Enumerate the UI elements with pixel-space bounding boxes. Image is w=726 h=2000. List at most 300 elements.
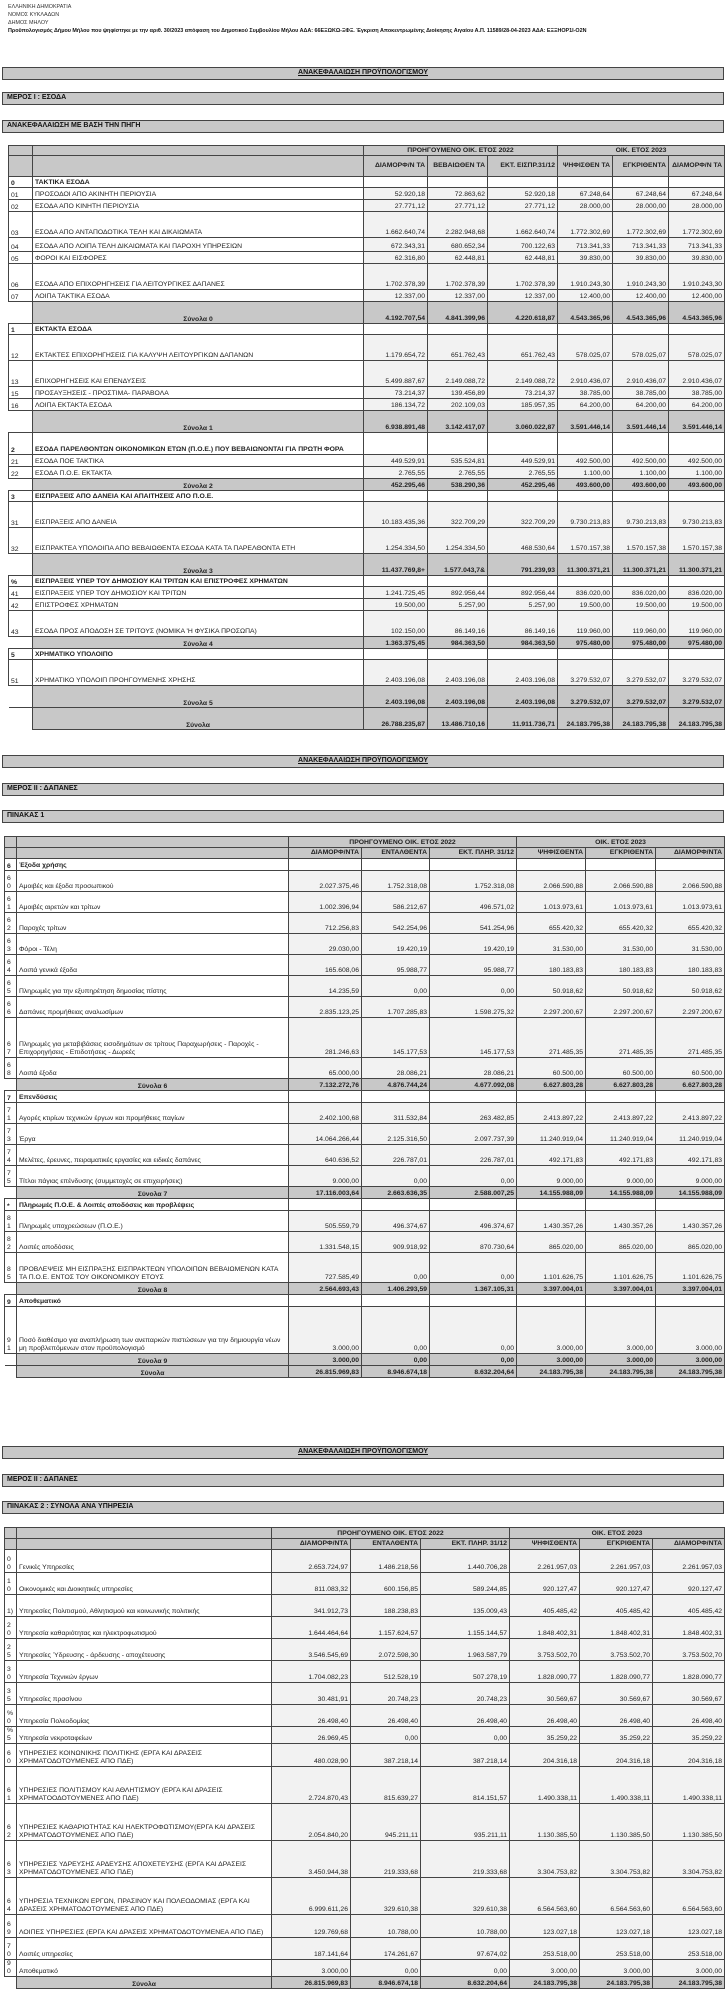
total-value: 3.000,00 bbox=[517, 1354, 586, 1366]
section-header-row bbox=[5, 859, 725, 871]
row-value: 10.788,00 bbox=[351, 1915, 421, 1938]
table-row bbox=[5, 1103, 725, 1124]
row-value: 2.403.196,08 bbox=[364, 660, 428, 686]
row-value: 9.000,00 bbox=[586, 1166, 656, 1187]
row-value: 219.333,68 bbox=[351, 1841, 421, 1878]
total-blank bbox=[5, 1283, 17, 1295]
row-value: 1.702.378,39 bbox=[488, 264, 558, 290]
total-value: 26.815.969,83 bbox=[272, 1977, 351, 1989]
empty-cell bbox=[586, 859, 656, 871]
total-value: 1.406.293,59 bbox=[362, 1283, 430, 1295]
table-row bbox=[5, 1617, 725, 1639]
row-value: 507.278,19 bbox=[421, 1661, 510, 1683]
header-blank-code bbox=[5, 1528, 17, 1539]
row-value: 139.456,89 bbox=[428, 387, 488, 399]
row-code: 10 bbox=[5, 1573, 17, 1595]
column-header: ΨΗΦΙΣΘΕΝ ΤΑ bbox=[558, 156, 613, 177]
total-value: 791.239,93 bbox=[488, 554, 558, 576]
empty-cell bbox=[586, 1295, 656, 1307]
column-header: ΕΚΤ. ΕΙΣΠΡ.31/12 bbox=[488, 156, 558, 177]
row-value: 3.304.753,82 bbox=[653, 1841, 725, 1878]
column-header: ΨΗΦΙΣΘΕΝΤΑ bbox=[510, 1539, 580, 1550]
row-value: 1.490.338,11 bbox=[653, 1767, 725, 1804]
row-value: 3.753.502,70 bbox=[653, 1639, 725, 1661]
row-value: 14.064.266,44 bbox=[289, 1124, 362, 1145]
row-value: 73.214,37 bbox=[488, 387, 558, 399]
section-header-row bbox=[9, 649, 725, 660]
row-value: 492.171,83 bbox=[586, 1145, 656, 1166]
row-value: 1.910.243,30 bbox=[669, 264, 725, 290]
group-header-2022: ΠΡΟΗΓΟΥΜΕΝΟ ΟΙΚ. ΕΤΟΣ 2022 bbox=[364, 146, 558, 156]
row-value: 95.988,77 bbox=[430, 955, 517, 976]
row-value: 680.652,34 bbox=[428, 238, 488, 252]
row-value: 3.000,00 bbox=[289, 1307, 362, 1354]
total-row bbox=[9, 302, 725, 324]
row-value: 2.765,55 bbox=[488, 467, 558, 479]
total-value: 3.000,00 bbox=[586, 1354, 656, 1366]
row-value: 35.259,22 bbox=[653, 1727, 725, 1744]
revenue-table bbox=[8, 145, 725, 730]
column-header: ΕΓΚΡΙΘΕΝΤΑ bbox=[586, 848, 656, 859]
row-value: 11.240.919,04 bbox=[517, 1124, 586, 1145]
total-value: 493.600,00 bbox=[669, 479, 725, 491]
row-value: 449.529,91 bbox=[364, 455, 428, 467]
empty-cell bbox=[669, 491, 725, 502]
row-value: 123.027,18 bbox=[653, 1915, 725, 1938]
empty-cell bbox=[289, 1199, 362, 1211]
empty-cell bbox=[428, 177, 488, 188]
row-value: 38.785,00 bbox=[613, 387, 669, 399]
table-row bbox=[5, 1804, 725, 1841]
row-value: 2.027.375,46 bbox=[289, 871, 362, 892]
row-value: 492.500,00 bbox=[669, 455, 725, 467]
row-code: 82 bbox=[5, 1232, 17, 1253]
row-value: 145.177,53 bbox=[430, 1018, 517, 1058]
row-label: Υπηρεσία Τεχνικών έργων bbox=[17, 1661, 272, 1683]
row-value: 35.259,22 bbox=[510, 1727, 580, 1744]
empty-cell bbox=[488, 491, 558, 502]
summary-title-1: ΑΝΑΚΕΦΑΛΑΙΩΣΗ ΠΡΟΫΠΟΛΟΓΙΣΜΟΥ bbox=[2, 67, 724, 80]
empty-cell bbox=[656, 859, 725, 871]
row-value: 2.149.088,72 bbox=[428, 361, 488, 387]
row-value: 60.500,00 bbox=[586, 1058, 656, 1079]
table2-title: ΠΙΝΑΚΑΣ 2 : ΣΥΝΟΛΑ ΑΝΑ ΥΠΗΡΕΣΙΑ bbox=[2, 1501, 724, 1514]
row-value: 67.248,64 bbox=[669, 188, 725, 200]
row-value: 865.020,00 bbox=[586, 1232, 656, 1253]
row-value: 263.482,85 bbox=[430, 1103, 517, 1124]
row-value: 713.341,33 bbox=[558, 238, 613, 252]
table-row bbox=[5, 913, 725, 934]
empty-cell bbox=[488, 576, 558, 587]
empty-cell bbox=[558, 649, 613, 660]
row-value: 1.002.396,94 bbox=[289, 892, 362, 913]
row-label: Αποθεματικό bbox=[17, 1960, 272, 1977]
empty-cell bbox=[558, 177, 613, 188]
row-label: ΛΟΙΠΕΣ ΥΠΗΡΕΣΙΕΣ (ΕΡΓΑ ΚΑΙ ΔΡΑΣΕΙΣ ΧΡΗΜΑΤΟΔΟΤΟΥΜΕΝΕΑ ΑΠΟ ΠΔΕ) bbox=[17, 1915, 272, 1938]
row-code: 60 bbox=[5, 871, 17, 892]
row-value: 14.235,59 bbox=[289, 976, 362, 997]
section-code: 9 bbox=[5, 1295, 17, 1307]
row-value: 271.485,35 bbox=[656, 1018, 725, 1058]
row-value: 2.403.196,08 bbox=[488, 660, 558, 686]
row-value: 0,00 bbox=[421, 1727, 510, 1744]
row-value: 19.500,00 bbox=[364, 599, 428, 611]
row-value: 322.709,29 bbox=[488, 502, 558, 528]
row-value: 2.297.200,67 bbox=[586, 997, 656, 1018]
row-value: 651.762,43 bbox=[488, 335, 558, 361]
row-value: 19.500,00 bbox=[558, 599, 613, 611]
empty-cell bbox=[586, 1091, 656, 1103]
row-value: 1.848.402,31 bbox=[653, 1617, 725, 1639]
row-value: 1.910.243,30 bbox=[558, 264, 613, 290]
row-code: %0 bbox=[5, 1705, 17, 1727]
row-value: 62.316,80 bbox=[364, 252, 428, 264]
row-value: 188.238,83 bbox=[351, 1595, 421, 1617]
row-value: 3.000,00 bbox=[272, 1960, 351, 1977]
section-title: ΕΣΟΔΑ ΠΑΡΕΛΘΟΝΤΩΝ ΟΙΚΟΝΟΜΙΚΩΝ ΕΤΩΝ (Π.Ο.Ε.) ΠΟΥ ΒΕΒΑΙΩΝΟΝΤΑΙ ΓΙΑ ΠΡΩΤΗ ΦΟΡΑ bbox=[33, 433, 364, 455]
table-column-header bbox=[5, 1539, 725, 1550]
row-value: 95.988,77 bbox=[362, 955, 430, 976]
table-row bbox=[5, 1211, 725, 1232]
row-value: 3.000,00 bbox=[510, 1960, 580, 1977]
row-value: 2.910.436,07 bbox=[669, 361, 725, 387]
column-header: ΔΙΑΜΟΡΦ/ΝΤΑ bbox=[289, 848, 362, 859]
row-value: 29.030,00 bbox=[289, 934, 362, 955]
header-prefecture: ΝΟΜΟΣ ΚΥΚΛΑΔΩΝ bbox=[8, 12, 60, 18]
row-value: 97.674,02 bbox=[421, 1938, 510, 1960]
row-value: 512.528,19 bbox=[351, 1661, 421, 1683]
row-value: 2.125.316,50 bbox=[362, 1124, 430, 1145]
row-value: 1.828.090,77 bbox=[510, 1661, 580, 1683]
row-value: 52.920,18 bbox=[364, 188, 428, 200]
row-code: 90 bbox=[5, 1960, 17, 1977]
row-code: 51 bbox=[9, 660, 33, 686]
row-value: 11.240.919,04 bbox=[656, 1124, 725, 1145]
row-value: 1.130.385,50 bbox=[510, 1804, 580, 1841]
row-value: 2.413.897,22 bbox=[586, 1103, 656, 1124]
row-value: 3.000,00 bbox=[586, 1307, 656, 1354]
total-value: 1.367.105,31 bbox=[430, 1283, 517, 1295]
section-header-row bbox=[5, 1295, 725, 1307]
table-row bbox=[5, 1683, 725, 1705]
row-value: 0,00 bbox=[362, 1166, 430, 1187]
row-value: 2.910.436,07 bbox=[613, 361, 669, 387]
row-value: 712.256,83 bbox=[289, 913, 362, 934]
row-value: 1.910.243,30 bbox=[613, 264, 669, 290]
row-label: Υπηρεσία νεκροταφείων bbox=[17, 1727, 272, 1744]
empty-cell bbox=[428, 491, 488, 502]
row-value: 253.518,00 bbox=[580, 1938, 653, 1960]
total-label: Σύνολα 8 bbox=[17, 1283, 289, 1295]
row-value: 20.748,23 bbox=[351, 1683, 421, 1705]
row-value: 1.254.334,50 bbox=[428, 528, 488, 554]
row-value: 50.918,62 bbox=[517, 976, 586, 997]
section-header-row bbox=[9, 491, 725, 502]
row-value: 2.653.724,97 bbox=[272, 1550, 351, 1573]
empty-cell bbox=[517, 1091, 586, 1103]
total-value: 3.279.532,07 bbox=[669, 686, 725, 708]
table-row bbox=[5, 1878, 725, 1915]
row-value: 2.724.870,43 bbox=[272, 1767, 351, 1804]
row-label: ΕΙΣΠΡΑΞΕΙΣ ΥΠΕΡ ΤΟΥ ΔΗΜΟΣΙΟΥ ΚΑΙ ΤΡΙΤΩΝ bbox=[33, 587, 364, 599]
row-value: 1.570.157,38 bbox=[558, 528, 613, 554]
row-label: Φόροι - Τέλη bbox=[17, 934, 289, 955]
row-value: 204.316,18 bbox=[510, 1744, 580, 1767]
table-row bbox=[5, 1639, 725, 1661]
row-value: 480.028,90 bbox=[272, 1744, 351, 1767]
row-value: 3.304.753,82 bbox=[510, 1841, 580, 1878]
row-value: 6.999.611,26 bbox=[272, 1878, 351, 1915]
row-value: 12.400,00 bbox=[613, 290, 669, 302]
row-value: 892.956,44 bbox=[488, 587, 558, 599]
row-value: 30.481,91 bbox=[272, 1683, 351, 1705]
table-row bbox=[9, 399, 725, 411]
total-row bbox=[5, 1354, 725, 1366]
row-value: 174.261,67 bbox=[351, 1938, 421, 1960]
row-value: 578.025,07 bbox=[613, 335, 669, 361]
total-blank bbox=[5, 1977, 17, 1989]
row-value: 271.485,35 bbox=[517, 1018, 586, 1058]
row-value: 19.500,00 bbox=[669, 599, 725, 611]
section-title: Έξοδα χρήσης bbox=[17, 859, 289, 871]
document-header bbox=[8, 3, 587, 35]
row-label: ΥΠΗΡΕΣΙΕΣ ΚΑΘΑΡΙΟΤΗΤΑΣ ΚΑΙ ΗΛΕΚΤΡΟΦΩΤΙΣΜΟΥ(ΕΡΓΑ ΚΑΙ ΔΡΑΣΕΙΣ ΧΡΗΜΑΤΟΔΟΤΟΥΜΕΝΕΣ ΑΠΟ ΠΔΕ) bbox=[17, 1804, 272, 1841]
row-label: ΕΙΣΠΡΑΚΤΕΑ ΥΠΟΛΟΙΠΑ ΑΠΟ ΒΕΒΑΙΩΘΕΝΤΑ ΕΣΟΔΑ ΚΑΤΑ ΤΑ ΠΑΡΕΛΘΟΝΤΑ ΕΤΗ bbox=[33, 528, 364, 554]
row-value: 31.530,00 bbox=[517, 934, 586, 955]
total-value: 14.155.988,09 bbox=[586, 1187, 656, 1199]
row-value: 62.448,81 bbox=[488, 252, 558, 264]
row-label: Δαπάνες προμήθειας αναλωσίμων bbox=[17, 997, 289, 1018]
row-value: 64.200,00 bbox=[613, 399, 669, 411]
total-value: 13.486.710,16 bbox=[428, 708, 488, 730]
total-value: 24.183.795,38 bbox=[510, 1977, 580, 1989]
total-label: Σύνολα 5 bbox=[33, 686, 364, 708]
row-label: ΠΡΟΣΟΔΟΙ ΑΠΟ ΑΚΙΝΗΤΗ ΠΕΡΙΟΥΣΙΑ bbox=[33, 188, 364, 200]
total-value: 4.677.092,08 bbox=[430, 1079, 517, 1091]
row-value: 271.485,35 bbox=[586, 1018, 656, 1058]
total-blank bbox=[9, 554, 33, 576]
table-row bbox=[9, 361, 725, 387]
total-value: 2.403.196,08 bbox=[428, 686, 488, 708]
row-label: Λοιπά έξοδα bbox=[17, 1058, 289, 1079]
row-label: ΕΣΟΔΑ ΠΡΟΣ ΑΠΟΔΟΣΗ ΣΕ ΤΡΙΤΟΥΣ (ΝΟΜΙΚΑ 'Η ΦΥΣΙΚΑ ΠΡΟΣΩΠΑ) bbox=[33, 611, 364, 637]
row-value: 3.753.502,70 bbox=[580, 1639, 653, 1661]
empty-cell bbox=[656, 1199, 725, 1211]
row-value: 2.149.088,72 bbox=[488, 361, 558, 387]
row-code: 64 bbox=[5, 955, 17, 976]
row-value: 3.000,00 bbox=[517, 1307, 586, 1354]
total-row bbox=[9, 479, 725, 491]
row-label: Έργα bbox=[17, 1124, 289, 1145]
row-label: ΕΠΙΣΤΡΟΦΕΣ ΧΡΗΜΑΤΩΝ bbox=[33, 599, 364, 611]
row-code: 43 bbox=[9, 611, 33, 637]
row-code: 25 bbox=[5, 1639, 17, 1661]
row-value: 3.000,00 bbox=[653, 1960, 725, 1977]
section-header-row bbox=[9, 433, 725, 455]
row-value: 2.402.100,68 bbox=[289, 1103, 362, 1124]
row-code: 75 bbox=[5, 1166, 17, 1187]
total-value: 4.543.365,96 bbox=[558, 302, 613, 324]
row-label: ΕΙΣΠΡΑΞΕΙΣ ΑΠΟ ΔΑΝΕΙΑ bbox=[33, 502, 364, 528]
row-value: 815.639,27 bbox=[351, 1767, 421, 1804]
row-value: 60.500,00 bbox=[517, 1058, 586, 1079]
total-blank bbox=[5, 1354, 17, 1366]
total-value: 538.290,36 bbox=[428, 479, 488, 491]
row-value: 1.752.318,08 bbox=[362, 871, 430, 892]
table-row bbox=[5, 1727, 725, 1744]
row-value: 672.343,31 bbox=[364, 238, 428, 252]
total-value: 3.591.446,14 bbox=[613, 411, 669, 433]
table-column-header bbox=[5, 848, 725, 859]
row-label: ΕΠΙΧΟΡΗΓΗΣΕΙΣ ΚΑΙ ΕΠΕΝΔΥΣΕΙΣ bbox=[33, 361, 364, 387]
row-value: 1.241.725,45 bbox=[364, 587, 428, 599]
row-value: 1.440.706,28 bbox=[421, 1550, 510, 1573]
total-value: 6.627.803,28 bbox=[656, 1079, 725, 1091]
row-label: ΕΣΟΔΑ ΑΠΟ ΕΠΙΧΟΡΗΓΗΣΕΙΣ ΓΙΑ ΛΕΙΤΟΥΡΓΙΚΕΣ ΔΑΠΑΝΕΣ bbox=[33, 264, 364, 290]
empty-cell bbox=[362, 1295, 430, 1307]
row-value: 180.183,83 bbox=[517, 955, 586, 976]
row-label: Υπηρεσίες πρασίνου bbox=[17, 1683, 272, 1705]
row-value: 865.020,00 bbox=[517, 1232, 586, 1253]
table-row bbox=[5, 1938, 725, 1960]
row-value: 39.830,00 bbox=[613, 252, 669, 264]
row-label: Ποσό διαθέσιμο για αναπλήρωση των ανεπαρκών πιστώσεων για την δημιουργία νέων μη προβλεπόμενων στον προϋπολογισμό bbox=[17, 1307, 289, 1354]
row-value: 102.150,00 bbox=[364, 611, 428, 637]
total-value: 24.183.795,38 bbox=[586, 1366, 656, 1378]
row-value: 1.179.654,72 bbox=[364, 335, 428, 361]
empty-cell bbox=[517, 859, 586, 871]
table-row bbox=[9, 387, 725, 399]
total-value: 1.577.043,7& bbox=[428, 554, 488, 576]
row-label: ΕΚΤΑΚΤΕΣ ΕΠΙΧΟΡΗΓΗΣΕΙΣ ΓΙΑ ΚΑΛΥΨΗ ΛΕΙΤΟΥΡΓΙΚΩΝ ΔΑΠΑΝΩΝ bbox=[33, 335, 364, 361]
row-value: 1.707.285,83 bbox=[362, 997, 430, 1018]
row-value: 920.127,47 bbox=[580, 1573, 653, 1595]
row-value: 123.027,18 bbox=[510, 1915, 580, 1938]
header-blank-code bbox=[5, 848, 17, 859]
row-value: 204.316,18 bbox=[653, 1744, 725, 1767]
total-value: 3.397.004,01 bbox=[586, 1283, 656, 1295]
row-value: 496.374,67 bbox=[430, 1211, 517, 1232]
row-value: 6.564.563,60 bbox=[580, 1878, 653, 1915]
total-value: 17.116.003,64 bbox=[289, 1187, 362, 1199]
row-code: 07 bbox=[9, 290, 33, 302]
row-value: 9.730.213,83 bbox=[558, 502, 613, 528]
row-code: 81 bbox=[5, 1211, 17, 1232]
total-value: 4.543.365,96 bbox=[669, 302, 725, 324]
row-value: 27.771,12 bbox=[364, 200, 428, 212]
row-value: 322.709,29 bbox=[428, 502, 488, 528]
part2-title-1: ΜΕΡΟΣ ΙΙ : ΔΑΠΑΝΕΣ bbox=[2, 783, 724, 796]
empty-cell bbox=[586, 1199, 656, 1211]
row-value: 1.331.548,15 bbox=[289, 1232, 362, 1253]
row-label: ΠΡΟΒΛΕΨΕΙΣ ΜΗ ΕΙΣΠΡΑΞΗΣ ΕΙΣΠΡΑΚΤΕΩΝ ΥΠΟΛΟΙΠΩΝ ΒΕΒΑΙΩΜΕΝΩΝ ΚΑΤΑ ΤΑ Π.Ο.Ε. ΕΝΤΟΣ ΤΟΥ ΟΙΚΟΝΟΜΙΚΟΥ ΕΤΟΥΣ bbox=[17, 1253, 289, 1283]
row-value: 5.257,90 bbox=[488, 599, 558, 611]
row-value: 20.748,23 bbox=[421, 1683, 510, 1705]
group-header-2023: ΟΙΚ. ΕΤΟΣ 2023 bbox=[510, 1528, 725, 1539]
table-row bbox=[5, 976, 725, 997]
row-value: 129.769,68 bbox=[272, 1915, 351, 1938]
row-value: 1.772.302,69 bbox=[669, 212, 725, 238]
total-value: 3.591.446,14 bbox=[558, 411, 613, 433]
row-value: 185.957,35 bbox=[488, 399, 558, 411]
empty-cell bbox=[558, 324, 613, 335]
column-header: ΒΕΒΑΙΩΘΕΝ ΤΑ bbox=[428, 156, 488, 177]
empty-cell bbox=[364, 177, 428, 188]
row-code: 02 bbox=[9, 200, 33, 212]
table-row bbox=[5, 1307, 725, 1354]
row-value: 0,00 bbox=[362, 1253, 430, 1283]
total-value: 4.220.618,87 bbox=[488, 302, 558, 324]
section-title: ΧΡΗΜΑΤΙΚΟ ΥΠΟΛΟΙΠΟ bbox=[33, 649, 364, 660]
section-code: * bbox=[5, 1199, 17, 1211]
empty-cell bbox=[428, 649, 488, 660]
total-value: 0,00 bbox=[430, 1354, 517, 1366]
table-row bbox=[9, 467, 725, 479]
row-value: 0,00 bbox=[362, 1307, 430, 1354]
row-value: 28.086,21 bbox=[362, 1058, 430, 1079]
row-value: 1.100,00 bbox=[558, 467, 613, 479]
total-value: 8.946.674,18 bbox=[362, 1366, 430, 1378]
row-value: 60.500,00 bbox=[656, 1058, 725, 1079]
row-code: 12 bbox=[9, 335, 33, 361]
table-row bbox=[9, 660, 725, 686]
total-blank bbox=[9, 686, 33, 708]
row-code: 06 bbox=[9, 264, 33, 290]
header-blank-desc bbox=[33, 146, 364, 156]
section-code: 6 bbox=[5, 859, 17, 871]
row-value: 713.341,33 bbox=[669, 238, 725, 252]
row-value: 836.020,00 bbox=[613, 587, 669, 599]
row-code: 68 bbox=[5, 1058, 17, 1079]
total-value: 3.397.004,01 bbox=[517, 1283, 586, 1295]
total-row bbox=[5, 1283, 725, 1295]
header-blank-code bbox=[9, 156, 33, 177]
row-value: 2.097.737,39 bbox=[430, 1124, 517, 1145]
row-value: 1.598.275,32 bbox=[430, 997, 517, 1018]
total-value: 3.279.532,07 bbox=[558, 686, 613, 708]
table-row bbox=[5, 1550, 725, 1573]
row-value: 135.009,43 bbox=[421, 1595, 510, 1617]
total-value: 4.192.707,54 bbox=[364, 302, 428, 324]
empty-cell bbox=[364, 576, 428, 587]
row-label: ΥΠΗΡΕΣΙΑ ΤΕΧΝΙΚΩΝ ΕΡΓΩΝ, ΠΡΑΣΙΝΟΥ ΚΑΙ ΠΟΛΕΟΔΟΜΙΑΣ (ΕΡΓΑ ΚΑΙ ΔΡΑΣΕΙΣ ΧΡΗΜΑΤΟΔΟΤΟΥΜΕΝΕΣ ΑΠΟ ΠΔΕ) bbox=[17, 1878, 272, 1915]
row-code: 70 bbox=[5, 1938, 17, 1960]
table-row bbox=[5, 1124, 725, 1145]
total-value: 2.403.196,08 bbox=[364, 686, 428, 708]
empty-cell bbox=[613, 177, 669, 188]
total-value: 3.060.022,87 bbox=[488, 411, 558, 433]
row-value: 10.183.435,36 bbox=[364, 502, 428, 528]
total-label: Σύνολα 0 bbox=[33, 302, 364, 324]
row-value: 28.000,00 bbox=[613, 200, 669, 212]
row-value: 3.753.502,70 bbox=[510, 1639, 580, 1661]
row-value: 2.066.590,88 bbox=[656, 871, 725, 892]
section-code: 5 bbox=[9, 649, 33, 660]
column-header: ΔΙΑΜΟΡΦ/ΝΤΑ bbox=[656, 848, 725, 859]
empty-cell bbox=[517, 1295, 586, 1307]
section-header-row bbox=[9, 324, 725, 335]
row-value: 72.863,62 bbox=[428, 188, 488, 200]
row-value: 64.200,00 bbox=[669, 399, 725, 411]
section-header-row bbox=[5, 1091, 725, 1103]
row-value: 50.918,62 bbox=[586, 976, 656, 997]
total-value: 0,00 bbox=[362, 1354, 430, 1366]
empty-cell bbox=[362, 1091, 430, 1103]
row-value: 1.130.385,50 bbox=[653, 1804, 725, 1841]
row-value: 496.374,67 bbox=[362, 1211, 430, 1232]
row-code: 21 bbox=[9, 455, 33, 467]
row-value: 1.570.157,38 bbox=[613, 528, 669, 554]
